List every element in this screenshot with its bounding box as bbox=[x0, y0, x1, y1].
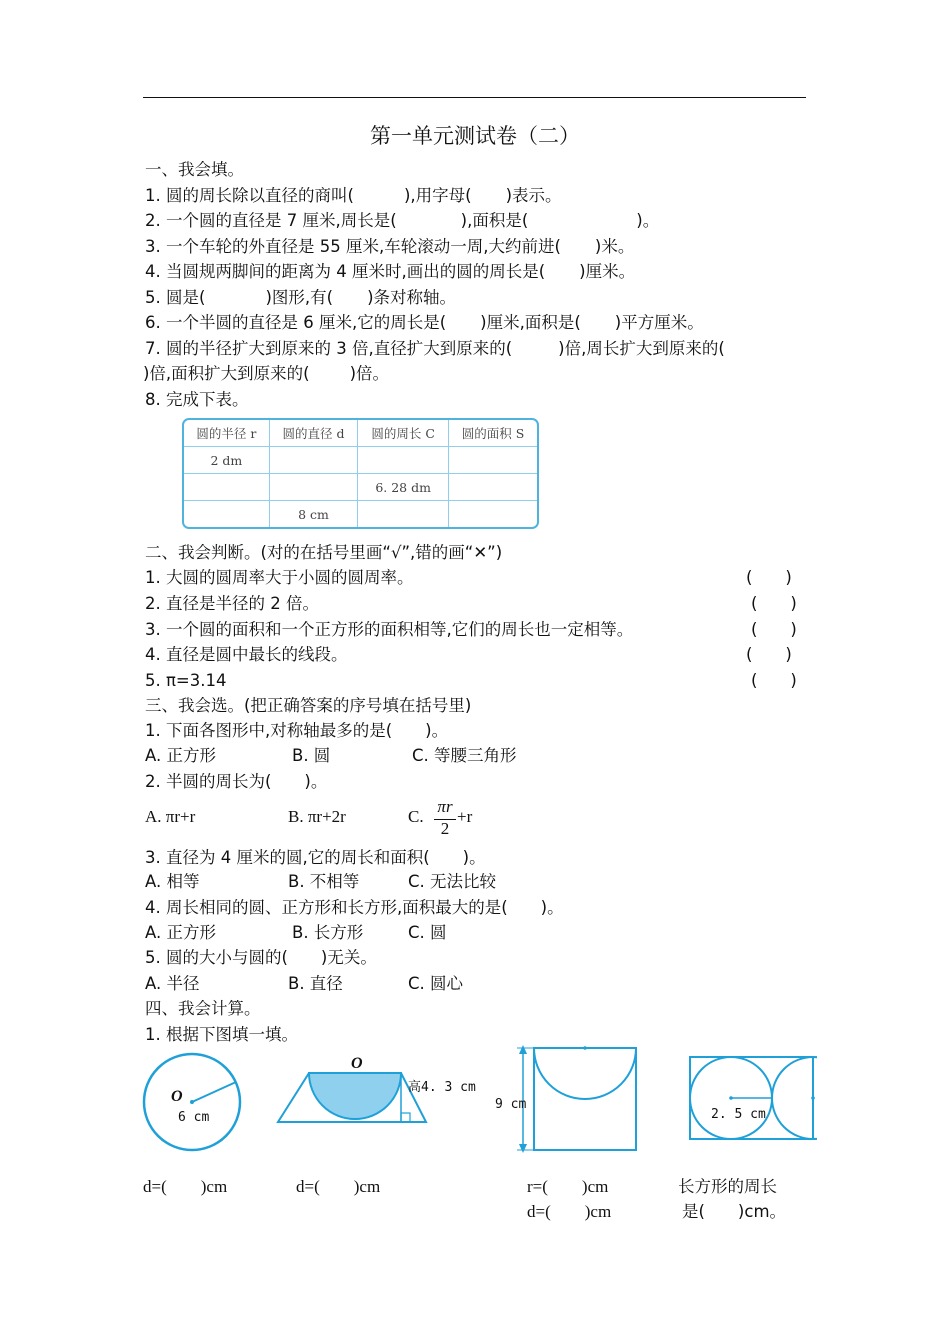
center-label: O bbox=[351, 1055, 363, 1072]
s3-q4-option-b: B. 长方形 bbox=[292, 923, 364, 942]
s3-q2-option-a: A. πr+r bbox=[145, 807, 196, 826]
s2-item-2: 2. 直径是半径的 2 倍。 bbox=[145, 594, 319, 613]
s2-answer-paren-4: ( ) bbox=[746, 645, 792, 664]
square-semicircle-figure bbox=[490, 1043, 645, 1155]
s1-q2 bbox=[145, 210, 659, 232]
s3-q5: 5. 圆的大小与圆的( )无关。 bbox=[145, 948, 377, 967]
right-angle-mark bbox=[401, 1113, 410, 1122]
s2-answer-paren-5: ( ) bbox=[751, 671, 797, 690]
table-cell: 6. 28 dm bbox=[358, 474, 449, 501]
s1-q5-part1: 5. 圆是( bbox=[145, 288, 206, 307]
s1-q1-part3: )表示。 bbox=[505, 186, 562, 205]
section2-heading: 二、我会判断。(对的在括号里画“√”,错的画“✕”) bbox=[145, 543, 503, 562]
s3-q5-option-c: C. 圆心 bbox=[408, 974, 464, 993]
table-cell bbox=[270, 474, 359, 501]
answer-3-diameter: d=( )cm bbox=[527, 1202, 612, 1221]
center-dot bbox=[811, 1096, 815, 1100]
s1-q5-part2: )图形,有( bbox=[265, 288, 334, 307]
s1-q5-part3: )条对称轴。 bbox=[367, 288, 456, 307]
s1-q3 bbox=[145, 236, 634, 258]
table-header: 圆的直径 d bbox=[270, 420, 359, 447]
s1-q4 bbox=[145, 261, 635, 283]
s3-q4-option-c: C. 圆 bbox=[408, 923, 447, 942]
s1-q8: 8. 完成下表。 bbox=[145, 390, 249, 409]
semicircle-trapezoid-figure bbox=[275, 1055, 490, 1130]
answer-3-radius: r=( )cm bbox=[527, 1177, 609, 1196]
s1-q2-part2: ),面积是( bbox=[460, 211, 529, 230]
radius-label: 2. 5 cm bbox=[711, 1107, 766, 1122]
s3-q3: 3. 直径为 4 厘米的圆,它的周长和面积( )。 bbox=[145, 848, 486, 867]
circle-table bbox=[182, 418, 539, 529]
s3-q3-option-a: A. 相等 bbox=[145, 872, 200, 891]
center-dot bbox=[583, 1046, 587, 1050]
s2-item-5: 5. π=3.14 bbox=[145, 671, 227, 690]
section1-heading: 一、我会填。 bbox=[145, 160, 244, 179]
s1-q7-part1: 7. 圆的半径扩大到原来的 3 倍,直径扩大到原来的( bbox=[145, 339, 513, 358]
center-dot bbox=[190, 1100, 194, 1104]
s3-q5-option-a: A. 半径 bbox=[145, 974, 200, 993]
s1-q2-part3: )。 bbox=[636, 211, 660, 230]
s1-q2-part1: 2. 一个圆的直径是 7 厘米,周长是( bbox=[145, 211, 397, 230]
radius-line bbox=[192, 1082, 236, 1102]
arrow-up-icon bbox=[519, 1045, 527, 1054]
center-label: O bbox=[171, 1088, 183, 1105]
top-rule bbox=[143, 97, 806, 98]
table-cell bbox=[184, 474, 270, 501]
s1-q7-part2: )倍,周长扩大到原来的( bbox=[558, 339, 725, 358]
s1-q7-line2 bbox=[143, 363, 389, 385]
s2-answer-paren-3: ( ) bbox=[751, 620, 797, 639]
s1-q7-part3: )倍,面积扩大到原来的( bbox=[143, 364, 310, 383]
s1-q7-line1 bbox=[145, 338, 725, 360]
s3-q4: 4. 周长相同的圆、正方形和长方形,面积最大的是( )。 bbox=[145, 898, 564, 917]
section4-heading: 四、我会计算。 bbox=[145, 999, 261, 1018]
semicircle-shape bbox=[309, 1073, 401, 1119]
height-label: 高4. 3 cm bbox=[408, 1080, 476, 1095]
s3-q4-option-a: A. 正方形 bbox=[145, 923, 216, 942]
s1-q6 bbox=[145, 312, 704, 334]
fraction-denominator: 2 bbox=[440, 819, 450, 838]
s1-q5 bbox=[145, 287, 456, 309]
s1-q1 bbox=[145, 185, 562, 207]
s1-q4-part1: 4. 当圆规两脚间的距离为 4 厘米时,画出的圆的周长是( bbox=[145, 262, 546, 281]
s1-q3-part2: )米。 bbox=[594, 237, 635, 256]
s1-q1-part1: 1. 圆的周长除以直径的商叫( bbox=[145, 186, 354, 205]
section3-heading: 三、我会选。(把正确答案的序号填在括号里) bbox=[145, 696, 472, 715]
answer-4-line2: 是( )cm。 bbox=[682, 1202, 787, 1221]
s1-q6-part2: )厘米,面积是( bbox=[480, 313, 581, 332]
table-cell bbox=[270, 447, 359, 474]
answer-2: d=( )cm bbox=[296, 1177, 381, 1196]
s2-item-1: 1. 大圆的圆周率大于小圆的圆周率。 bbox=[145, 568, 414, 587]
table-cell bbox=[449, 474, 537, 501]
s1-q6-part1: 6. 一个半圆的直径是 6 厘米,它的周长是( bbox=[145, 313, 447, 332]
answer-4-line1: 长方形的周长 bbox=[678, 1177, 777, 1196]
s3-q5-option-b: B. 直径 bbox=[288, 974, 343, 993]
radius-label: 6 cm bbox=[178, 1110, 210, 1125]
fraction-numerator: πr bbox=[437, 797, 453, 816]
s2-answer-paren-1: ( ) bbox=[746, 568, 792, 587]
fraction-tail: +r bbox=[457, 807, 473, 826]
table-header: 圆的面积 S bbox=[449, 420, 537, 447]
s3-q3-option-b: B. 不相等 bbox=[288, 872, 360, 891]
s1-q3-part1: 3. 一个车轮的外直径是 55 厘米,车轮滚动一周,大约前进( bbox=[145, 237, 561, 256]
s3-q1: 1. 下面各图形中,对称轴最多的是( )。 bbox=[145, 721, 449, 740]
s1-q4-part2: )厘米。 bbox=[579, 262, 636, 281]
s3-q1-option-a: A. 正方形 bbox=[145, 746, 216, 765]
table-cell bbox=[449, 501, 537, 527]
s2-item-4: 4. 直径是圆中最长的线段。 bbox=[145, 645, 348, 664]
s3-q1-option-b: B. 圆 bbox=[292, 746, 331, 765]
table-cell: 2 dm bbox=[184, 447, 270, 474]
s1-q7-part4: )倍。 bbox=[349, 364, 390, 383]
s3-q3-option-c: C. 无法比较 bbox=[408, 872, 497, 891]
table-cell bbox=[358, 447, 449, 474]
table-header: 圆的周长 C bbox=[358, 420, 449, 447]
s3-q1-option-c: C. 等腰三角形 bbox=[412, 746, 517, 765]
s2-item-3: 3. 一个圆的面积和一个正方形的面积相等,它们的周长也一定相等。 bbox=[145, 620, 634, 639]
circle-figure bbox=[140, 1050, 245, 1155]
height-label: 9 cm bbox=[495, 1097, 527, 1112]
table-cell bbox=[358, 501, 449, 527]
s3-q2-option-b: B. πr+2r bbox=[288, 807, 346, 826]
s3-q2-option-c: C. bbox=[408, 807, 424, 826]
table-cell bbox=[449, 447, 537, 474]
rectangle-circles-figure bbox=[685, 1052, 817, 1144]
s3-q2: 2. 半圆的周长为( )。 bbox=[145, 772, 328, 791]
s2-answer-paren-2: ( ) bbox=[751, 594, 797, 613]
table-header: 圆的半径 r bbox=[184, 420, 270, 447]
s1-q1-part2: ),用字母( bbox=[403, 186, 472, 205]
right-circle bbox=[772, 1057, 817, 1139]
answer-1: d=( )cm bbox=[143, 1177, 228, 1196]
semicircle-arc bbox=[534, 1048, 636, 1099]
s4-q1: 1. 根据下图填一填。 bbox=[145, 1025, 298, 1044]
page-title: 第一单元测试卷（二） bbox=[370, 124, 580, 148]
table-cell: 8 cm bbox=[270, 501, 359, 527]
table-cell bbox=[184, 501, 270, 527]
arrow-down-icon bbox=[519, 1144, 527, 1153]
s1-q6-part3: )平方厘米。 bbox=[614, 313, 704, 332]
center-dot bbox=[729, 1096, 733, 1100]
